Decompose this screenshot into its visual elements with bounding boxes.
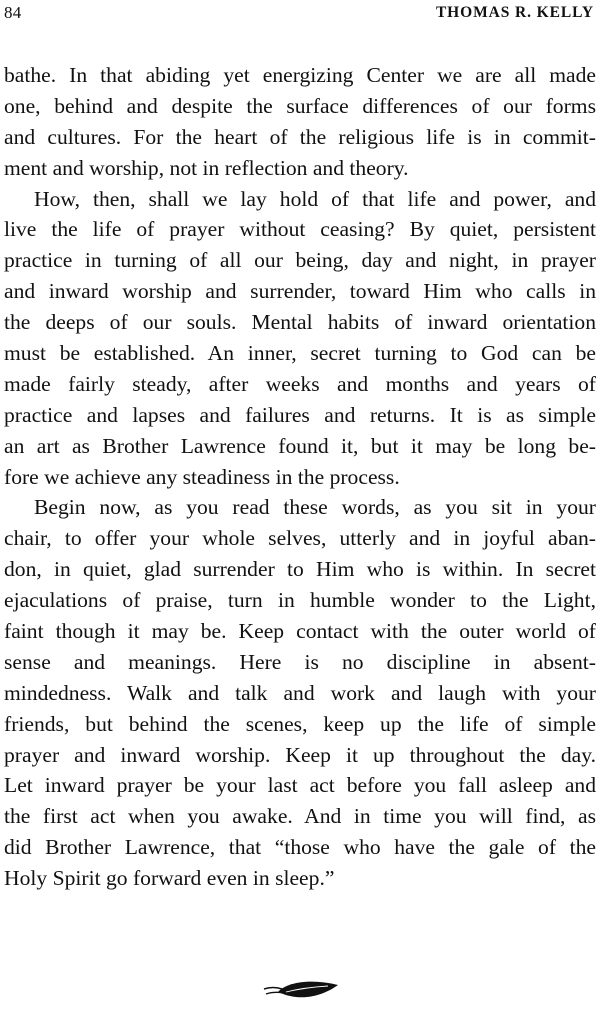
text-line: faint though it may be. Keep contact with the outer world of xyxy=(4,619,596,644)
text-line: sense and meanings. Here is no discipline in absent- xyxy=(4,649,596,674)
leaf-ornament-icon xyxy=(262,975,340,1005)
text-line: How, then, shall we lay hold of that life and power, and xyxy=(34,186,596,211)
page-number: 84 xyxy=(4,3,22,22)
text-line: don, in quiet, glad surrender to Him who is within. In secret xyxy=(4,557,596,582)
text-line: Holy Spirit go forward even in sleep.” xyxy=(4,866,335,891)
text-line: an art as Brother Lawrence found it, but it may be long be- xyxy=(4,433,596,458)
paragraph xyxy=(4,60,596,184)
text-line: Begin now, as you read these words, as you sit in your xyxy=(34,495,596,520)
paragraph xyxy=(4,184,596,493)
text-line: practice in turning of all our being, day and night, in prayer xyxy=(4,248,596,273)
text-line: and inward worship and surrender, toward Him who calls in xyxy=(4,279,596,304)
text-line: ejaculations of praise, turn in humble wonder to the Light, xyxy=(4,588,596,613)
text-line: practice and lapses and failures and returns. It is as simple xyxy=(4,402,596,427)
text-line: friends, but behind the scenes, keep up the life of simple xyxy=(4,711,596,736)
text-line: fore we achieve any steadiness in the process. xyxy=(4,464,400,489)
text-line: the first act when you awake. And in time you will find, as xyxy=(4,804,596,829)
text-line: the deeps of our souls. Mental habits of inward orientation xyxy=(4,310,596,335)
text-line: must be established. An inner, secret turning to God can be xyxy=(4,341,596,366)
text-line: bathe. In that abiding yet energizing Center we are all made xyxy=(4,63,596,87)
body-text xyxy=(4,60,596,894)
text-line: prayer and inward worship. Keep it up throughout the day. xyxy=(4,742,596,767)
text-line: chair, to offer your whole selves, utterly and in joyful aban- xyxy=(4,526,596,551)
text-line: live the life of prayer without ceasing? By quiet, persistent xyxy=(4,217,596,242)
text-line: Let inward prayer be your last act before you fall asleep and xyxy=(4,773,596,798)
text-line: did Brother Lawrence, that “those who have the gale of the xyxy=(4,835,596,860)
running-head-author: THOMAS R. KELLY xyxy=(435,4,594,21)
text-line: one, behind and despite the surface differences of our forms xyxy=(4,93,596,118)
text-line: ment and worship, not in reflection and theory. xyxy=(4,155,409,180)
text-line: mindedness. Walk and talk and work and laugh with your xyxy=(4,680,596,705)
text-line: made fairly steady, after weeks and months and years of xyxy=(4,371,596,396)
text-line: and cultures. For the heart of the religious life is in commit- xyxy=(4,124,596,149)
paragraph xyxy=(4,492,596,894)
running-header xyxy=(0,0,600,26)
